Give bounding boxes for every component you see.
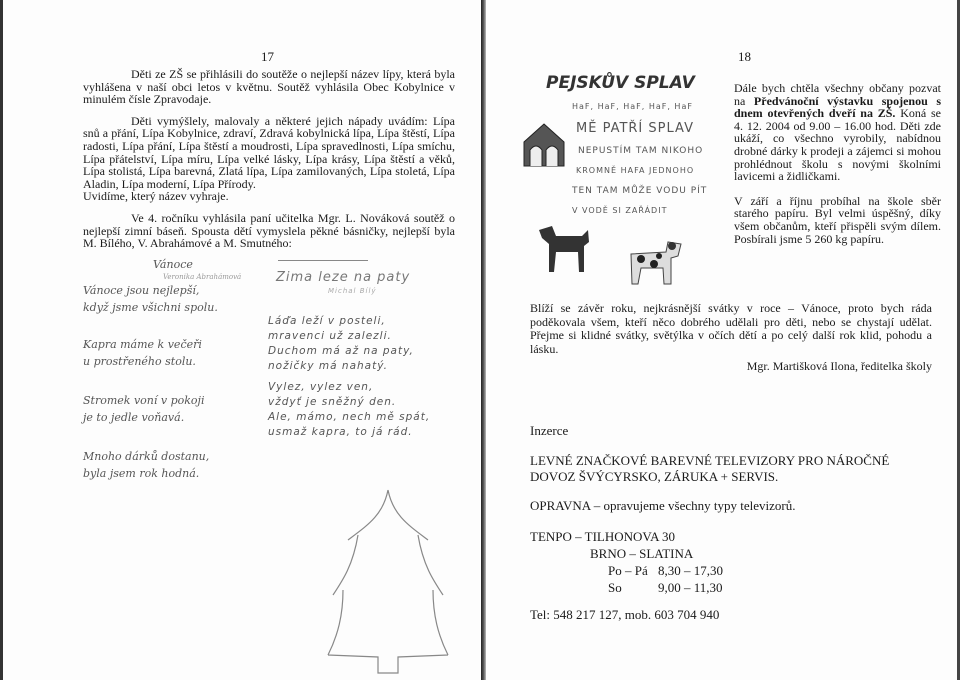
poem-line: když jsme všichni spolu. xyxy=(83,300,218,314)
poem-line: byla jsem rok hodná. xyxy=(83,466,200,480)
poem-line: Duchom má až na paty, xyxy=(268,344,414,357)
invite-bold: Předvánoční výstavku spojenou s dnem otevřených dveří na ZŠ. xyxy=(734,93,941,121)
drawing-title: PEJSKŮV SPLAV xyxy=(546,73,695,93)
poem-line: Ale, mámo, nech mě spát, xyxy=(268,410,431,423)
poem-line: Stromek voní v pokoji xyxy=(83,393,205,407)
drawing-text: NEPUSTÍM TAM NIKOHO xyxy=(578,146,704,156)
page-number: 17 xyxy=(261,49,274,64)
ad-city: BRNO – SLATINA xyxy=(590,545,694,561)
poem-line: Kapra máme k večeři xyxy=(83,337,202,351)
poem-line: vždyť je sněžný den. xyxy=(268,395,397,408)
christmas-tree-drawing xyxy=(323,485,453,675)
drawing-text: V VODĚ SI ZAŘÁDIT xyxy=(572,206,668,215)
spotted-dog-icon xyxy=(626,234,686,289)
contest-intro: Děti ze ZŠ se přihlásili do soutěže o nejlepší název lípy, která byla vyhlášena v naší obci letos v květnu. Soutěž vyhlásila Obec Kobylnice v minulém čísle Zpravodaje. xyxy=(83,67,455,107)
poem-line: u prostřeného stolu. xyxy=(83,354,196,368)
right-page xyxy=(486,0,960,680)
page-number: 18 xyxy=(738,49,751,64)
invite-text-end: Koná se 4. 12. 2004 od 9.00 – 16.00 hod. Děti zde ukáží, co všechno vyrobily, nabídnou drobné dárky k prodeji a zájemci si mohou prohlédnout školu s novými školními lavicemi a židličkami. xyxy=(734,106,941,184)
exhibition-invite xyxy=(734,82,941,183)
poem-line: je to jedle voňavá. xyxy=(83,410,185,424)
poem-vanoce xyxy=(83,256,268,482)
poem-line: Láďa leží v posteli, xyxy=(268,314,386,327)
poem-line: Vylez, vylez ven, xyxy=(268,380,374,393)
drawing-text: MĚ PATŘÍ SPLAV xyxy=(576,121,694,136)
poem-line: mravenci už zalezli. xyxy=(268,329,392,342)
poem-line: usmaž kapra, to já rád. xyxy=(268,425,413,438)
hours-row xyxy=(530,562,932,579)
drawing-text: HaF, HaF, HaF, HaF, HaF xyxy=(572,102,693,111)
poem-author: Michal Bílý xyxy=(328,286,377,295)
poem-contest: Ve 4. ročníku vyhlásila paní učitelka Mgr. L. Nováková soutěž o nejlepší zimní báseň. Spousta dětí vymyslela pěkné básničky, nejlepší byla M. Bílého, V. Abrahámové a M. Smutného: xyxy=(83,210,455,251)
right-column-flow xyxy=(734,82,941,245)
poem-line: nožičky má nahatý. xyxy=(268,359,388,372)
drawing-text: TEN TAM MŮŽE VODU PÍT xyxy=(572,186,708,196)
christmas-greeting: Blíží se závěr roku, nejkrásnější svátky v roce – Vánoce, proto bych ráda poděkovala všem, kteří něco dobrého udělali pro děti, nebo se chystají udělat. Přejme si klidné svátky, světýlka v očích dětí a po celý další rok klid, pohodu a lásku. xyxy=(530,301,932,356)
ad-address: TENPO – TILHONOVA 30 xyxy=(530,528,676,544)
paper-collection: V září a říjnu probíhal na škole sběr starého papíru. Byl velmi úspěšný, díky všem občanům, kteří přispěli svým dílem. Posbírali jsme 5 260 kg papíru. xyxy=(734,193,941,246)
hours-days: Po – Pá xyxy=(608,562,648,578)
name-ideas: Děti vymýšlely, malovaly a některé jejich nápady uvádím: Lípa snů a přání, Lípa Kobylnice, zdraví, Zdravá kobylnická lípa, Lípa štěstí, Lípa radosti, Lípa přání, Lípa štěstí a moudrosti, Lípa spravedlnosti, Lípa smíchu, Lípa přátelství, Lípa míru, Lípa velké lásky, Lípa krásy, Lípa štěstí a věků, Lípa stolistá, Lípa barevná, Zlatá lípa, Lípa zamilovaných, Lípa stoletá, Lípa Aladin, Lípa moderní, Lípa Přírody. xyxy=(83,113,455,191)
hours-time: 8,30 – 17,30 xyxy=(658,562,723,578)
ad-phone: Tel: 548 217 127, mob. 603 704 940 xyxy=(530,606,720,622)
hours-row xyxy=(530,579,932,596)
hours-time: 9,00 – 11,30 xyxy=(658,579,723,595)
poem-zima xyxy=(268,256,455,482)
poems xyxy=(83,256,455,482)
child-drawing xyxy=(536,72,721,292)
dark-dog-icon xyxy=(534,222,594,277)
poem-line: Vánoce jsou nejlepší, xyxy=(83,283,200,297)
ad-title: LEVNÉ ZNAČKOVÉ BAREVNÉ TELEVIZORY PRO NÁROČNÉ DOVOZ ŠVÝCYRSKO, ZÁRUKA + SERVIS. xyxy=(530,452,890,484)
drawing-text: KROMNĚ HAFA JEDNOHO xyxy=(576,166,695,175)
poem-line: Mnoho dárků dostanu, xyxy=(83,449,210,463)
name-ideas-end: Uvidíme, který název vyhraje. xyxy=(83,189,229,204)
ad-repair: OPRAVNA – opravujeme všechny typy televizorů. xyxy=(530,497,796,513)
poem-title: Vánoce xyxy=(153,257,193,271)
hours-days: So xyxy=(608,579,622,595)
poem-title: Zima leze na paty xyxy=(276,269,411,285)
dog-house-icon xyxy=(522,122,566,168)
bottom-flow xyxy=(530,302,932,623)
left-text-flow xyxy=(83,68,455,482)
signature: Mgr. Martišková Ilona, ředitelka školy xyxy=(746,359,932,373)
ads-heading: Inzerce xyxy=(530,422,569,438)
poem-author: Veronika Abrahámová xyxy=(163,272,242,281)
invite-text: Dále bych chtěla všechny občany pozvat na xyxy=(734,81,941,108)
